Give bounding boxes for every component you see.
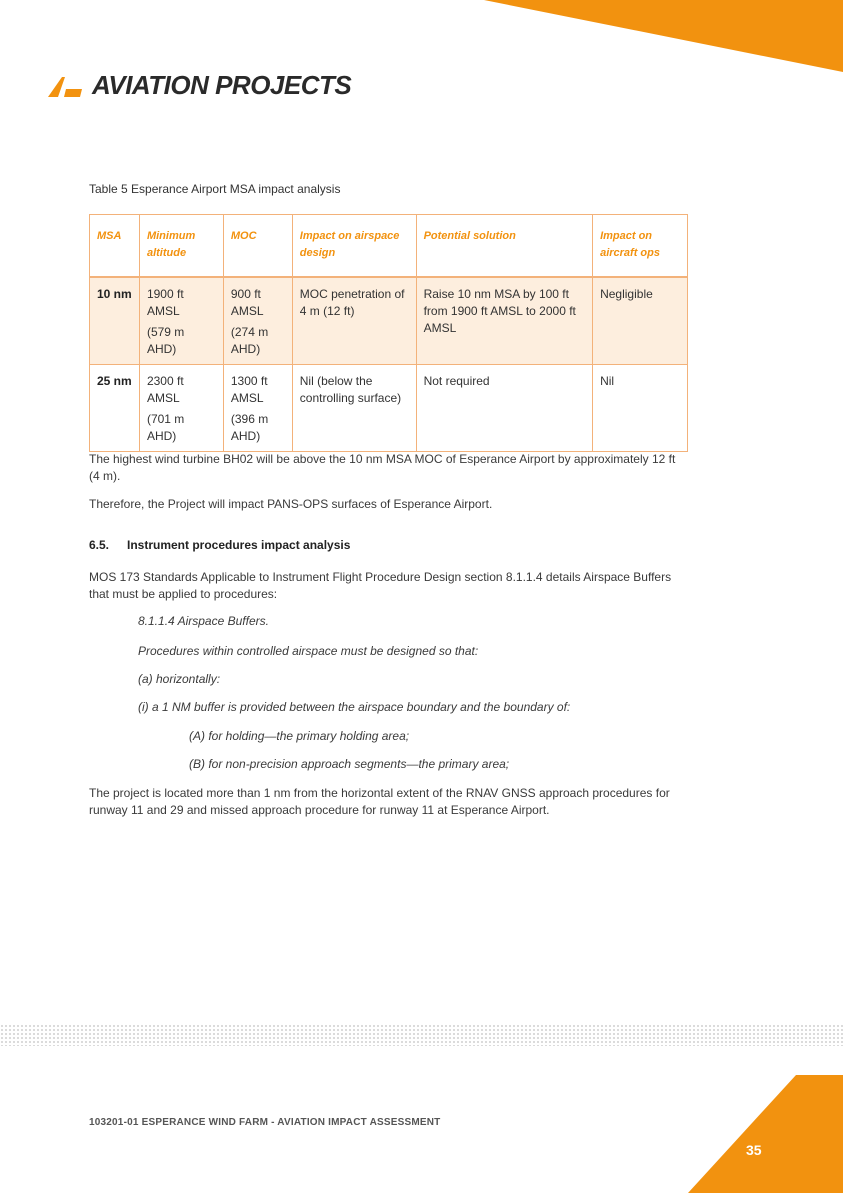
dotted-divider [0, 1024, 843, 1046]
col-header-moc: MOC [223, 215, 292, 278]
cell-impact: Nil (below the controlling surface) [292, 365, 416, 452]
col-header-msa: MSA [90, 215, 140, 278]
table-row [90, 277, 688, 365]
cell-value: (579 m AHD) [146, 325, 185, 356]
cell-ops: Negligible [593, 277, 688, 365]
cell-moc [223, 365, 292, 452]
quote-line: (A) for holding—the primary holding area; [189, 729, 410, 743]
cell-value: 2300 ft AMSL [146, 374, 184, 405]
col-header-impact-ops: Impact on aircraft ops [593, 215, 688, 278]
cell-min-altitude [139, 365, 223, 452]
paragraph-mos173: MOS 173 Standards Applicable to Instrument Flight Procedure Design section 8.1.1.4 details Airspace Buffers that must be applied to procedures: [89, 570, 672, 601]
cell-msa: 10 nm [90, 277, 140, 365]
header-banner-decoration [0, 0, 843, 80]
cell-value: (396 m AHD) [230, 412, 269, 443]
cell-value: 900 ft AMSL [230, 287, 264, 318]
cell-min-altitude [139, 277, 223, 365]
table-caption: Table 5 Esperance Airport MSA impact analysis [89, 182, 341, 196]
quote-line: (i) a 1 NM buffer is provided between the airspace boundary and the boundary of: [138, 700, 571, 714]
brand-name: AVIATION PROJECTS [92, 70, 352, 100]
section-heading [89, 538, 350, 552]
quote-line: (B) for non-precision approach segments—the primary area; [189, 757, 510, 771]
table-header-row [90, 215, 688, 278]
quote-line: (a) horizontally: [138, 672, 221, 686]
msa-impact-table [89, 214, 688, 452]
quote-line: 8.1.1.4 Airspace Buffers. [138, 614, 269, 628]
cell-value: 1900 ft AMSL [146, 287, 184, 318]
cell-moc [223, 277, 292, 365]
quote-line: Procedures within controlled airspace must be designed so that: [138, 644, 479, 658]
banner-stripe [484, 0, 843, 72]
cell-solution: Not required [416, 365, 593, 452]
cell-value: (274 m AHD) [230, 325, 269, 356]
cell-ops: Nil [593, 365, 688, 452]
section-title: Instrument procedures impact analysis [127, 538, 351, 552]
footer-document-title: 103201-01 ESPERANCE WIND FARM - AVIATION IMPACT ASSESSMENT [89, 1117, 441, 1128]
paragraph-pans-ops: Therefore, the Project will impact PANS-OPS surfaces of Esperance Airport. [89, 497, 493, 511]
cell-value: (701 m AHD) [146, 412, 185, 443]
col-header-impact-airspace: Impact on airspace design [292, 215, 416, 278]
table-row [90, 365, 688, 452]
col-header-potential-solution: Potential solution [416, 215, 593, 278]
paragraph-turbine-impact: The highest wind turbine BH02 will be above the 10 nm MSA MOC of Esperance Airport by approximately 12 ft (4 m). [89, 452, 676, 483]
cell-msa: 25 nm [90, 365, 140, 452]
logo-mark-icon [48, 73, 88, 99]
brand-logo [48, 70, 351, 101]
cell-solution: Raise 10 nm MSA by 100 ft from 1900 ft AMSL to 2000 ft AMSL [416, 277, 593, 365]
cell-value: 1300 ft AMSL [230, 374, 268, 405]
cell-impact: MOC penetration of 4 m (12 ft) [292, 277, 416, 365]
col-header-min-altitude: Minimum altitude [139, 215, 223, 278]
section-number: 6.5. [89, 538, 110, 552]
page-number: 35 [746, 1142, 762, 1158]
footer-corner-decoration [680, 1075, 843, 1193]
paragraph-conclusion: The project is located more than 1 nm from the horizontal extent of the RNAV GNSS approach procedures for runway 11 and 29 and missed approach procedure for runway 11 at Esperance Airport. [89, 786, 670, 817]
